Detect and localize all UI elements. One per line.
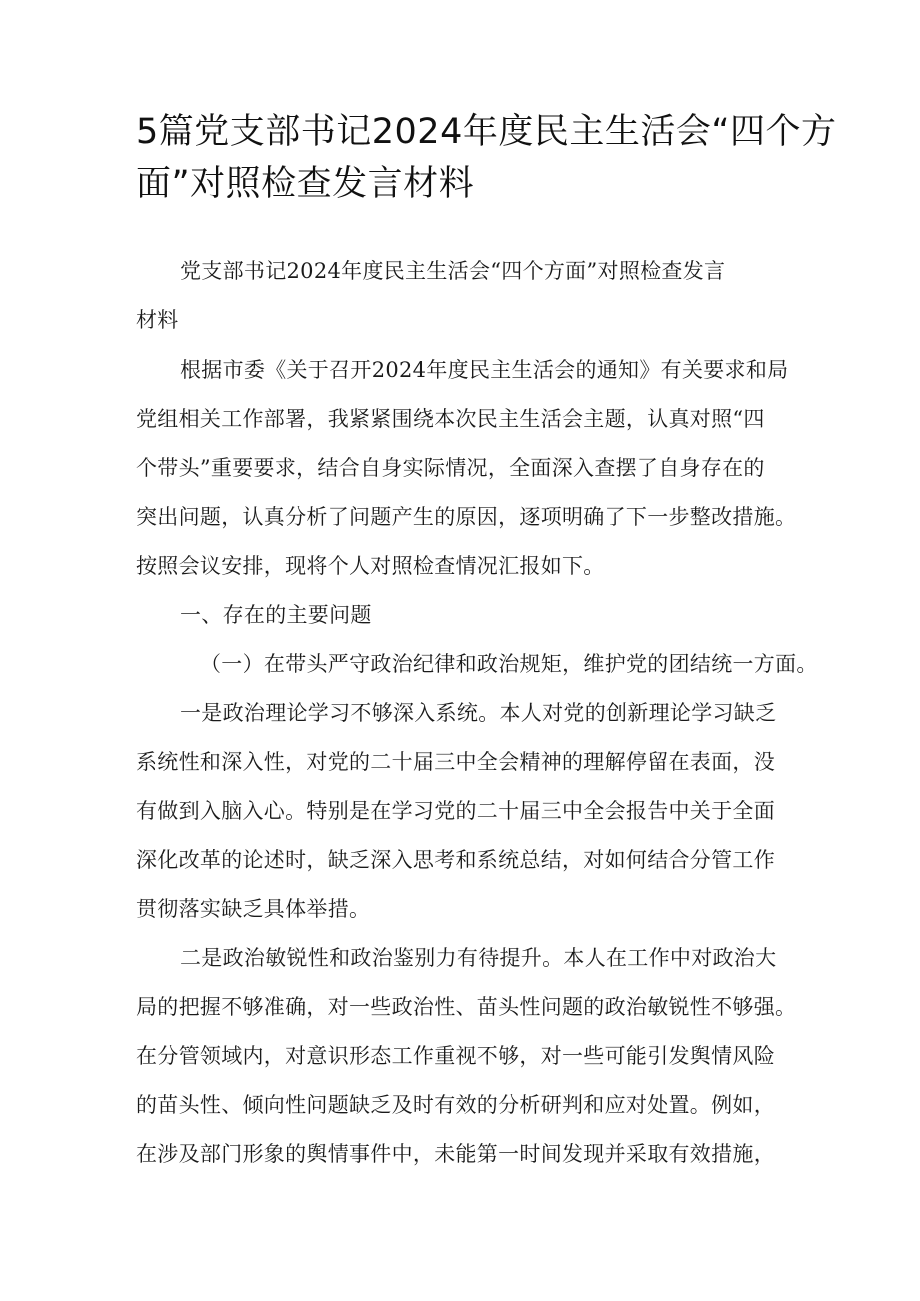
paragraph-line: 根据市委《关于召开2024年度民主生活会的通知》有关要求和局 xyxy=(180,358,789,382)
paragraph-line: 深化改革的论述时，缺乏深入思考和系统总结，对如何结合分管工作 xyxy=(136,848,775,872)
paragraph-line: 一是政治理论学习不够深入系统。本人对党的创新理论学习缺乏 xyxy=(180,701,777,725)
paragraph-line: 局的把握不够准确，对一些政治性、苗头性问题的政治敏锐性不够强。 xyxy=(136,995,797,1019)
paragraph-line: 有做到入脑入心。特别是在学习党的二十届三中全会报告中关于全面 xyxy=(136,799,775,823)
paragraph-line: 党组相关工作部署，我紧紧围绕本次民主生活会主题，认真对照“四 xyxy=(136,407,765,431)
title-line: 面”对照检查发言材料 xyxy=(136,164,475,204)
paragraph-line: 突出问题，认真分析了问题产生的原因，逐项明确了下一步整改措施。 xyxy=(136,505,797,529)
paragraph-line: 按照会议安排，现将个人对照检查情况汇报如下。 xyxy=(136,554,605,578)
section-heading: 一、存在的主要问题 xyxy=(180,603,372,627)
subtitle-line: 材料 xyxy=(136,308,179,332)
paragraph-line: 在分管领域内，对意识形态工作重视不够，对一些可能引发舆情风险 xyxy=(136,1044,775,1068)
subsection-heading: （一）在带头严守政治纪律和政治规矩，维护党的团结统一方面。 xyxy=(200,652,818,676)
paragraph-line: 二是政治敏锐性和政治鉴别力有待提升。本人在工作中对政治大 xyxy=(180,946,777,970)
paragraph-line: 系统性和深入性，对党的二十届三中全会精神的理解停留在表面，没 xyxy=(136,750,775,774)
paragraph-line: 个带头”重要要求，结合自身实际情况，全面深入查摆了自身存在的 xyxy=(136,456,765,480)
paragraph-line: 贯彻落实缺乏具体举措。 xyxy=(136,897,371,921)
document-title xyxy=(136,106,837,210)
title-line: 5篇党支部书记2024年度民主生活会“四个方 xyxy=(136,112,837,152)
paragraph-line: 的苗头性、倾向性问题缺乏及时有效的分析研判和应对处置。例如， xyxy=(136,1093,775,1117)
subtitle-line: 党支部书记2024年度民主生活会“四个方面”对照检查发言 xyxy=(180,259,726,283)
paragraph-line: 在涉及部门形象的舆情事件中，未能第一时间发现并采取有效措施， xyxy=(136,1142,775,1166)
